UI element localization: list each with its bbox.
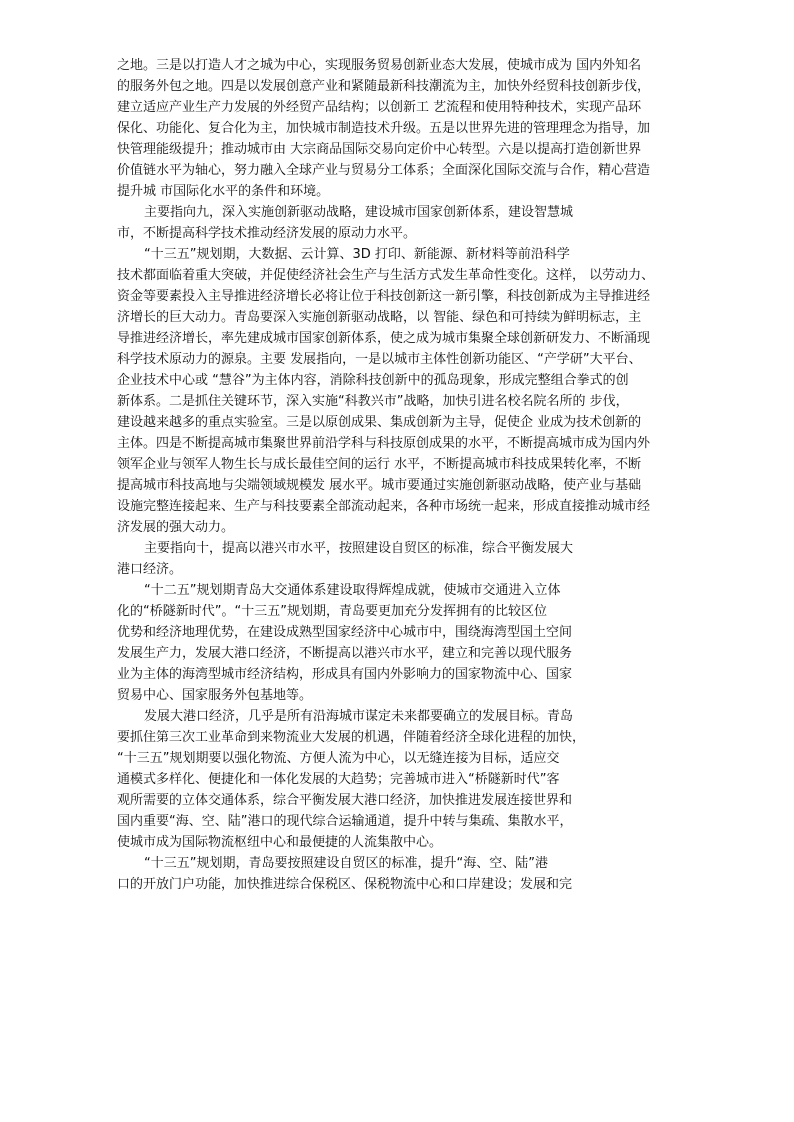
text-line: 化的“桥隧新时代”。“十三五”规划期，青岛要更加充分发挥拥有的比较区位: [117, 604, 547, 619]
text-line: 观所需要的立体交通体系，综合平衡发展大港口经济，加快推进发展连接世界和: [117, 793, 573, 808]
text-line: 贸易中心、国家服务外包基地等。: [117, 688, 313, 703]
text-line: 之地。三是以打造人才之城为中心，实现服务贸易创新业态大发展，使城市成为 国内外知名: [117, 58, 642, 73]
text-line: 国内重要“海、空、陆”港口的现代综合运输通道，提升中转与集疏、集散水平，: [117, 814, 573, 829]
text-line: 济发展的强大动力。: [117, 520, 235, 535]
text-line: “十三五”规划期要以强化物流、方便人流为中心，以无缝连接为目标，适应交: [117, 751, 560, 766]
text-line: 价值链水平为轴心，努力融入全球产业与贸易分工体系；全面深化国际交流与合作，精心营造: [117, 163, 651, 178]
heading-line: 主要指向十，提高以港兴市水平，按照建设自贸区的标准，综合平衡发展大: [144, 541, 574, 556]
text-line: 通模式多样化、便捷化和一体化发展的大趋势；完善城市进入“桥隧新时代”客: [117, 772, 560, 787]
text-line: 的服务外包之地。四是以发展创意产业和紧随最新科技潮流为主，加快外经贸科技创新步伐，: [117, 79, 651, 94]
text-line: 建设越来越多的重点实验室。三是以原创成果、集成创新为主导，促使企 业成为技术创新的: [117, 415, 642, 430]
text-line: 设施完整连接起来、生产与科技要素全部流动起来，各种市场统一起来，形成直接推动城市经: [117, 499, 651, 514]
text-line: 资金等要素投入主导推进经济增长必将让位于科技创新这一新引擎，科技创新成为主导推进经: [117, 289, 651, 304]
text-line: 主体。四是不断提高城市集聚世界前沿学科与科技原创成果的水平，不断提高城市成为国内外: [117, 436, 651, 451]
text-line: 快管理能级提升；推动城市由 大宗商品国际交易向定价中心转型。六是以提高打造创新世界: [117, 142, 642, 157]
text-line: “十三五”规划期，大数据、云计算、3D 打印、新能源、新材料等前沿科学: [144, 247, 570, 262]
text-line: 发展大港口经济，几乎是所有沿海城市谋定未来都要确立的发展目标。青岛: [144, 709, 574, 724]
text-line: 建立适应产业生产力发展的外经贸产品结构；以创新工 艺流程和使用特种技术，实现产品环: [117, 100, 642, 115]
text-line: 业为主体的海湾型城市经济结构，形成具有国内外影响力的国家物流中心、国家: [117, 667, 573, 682]
text-line: 企业技术中心或 “慧谷”为主体内容，消除科技创新中的孤岛现象，形成完整组合拳式的创: [117, 373, 629, 388]
text-line: “十二五”规划期青岛大交通体系建设取得辉煌成就，使城市交通进入立体: [144, 583, 561, 598]
text-line: 技术都面临着重大突破，并促使经济社会生产与生活方式发生革命性变化。这样， 以劳动力、: [117, 268, 655, 283]
text-line: 新体系。二是抓住关键环节，深入实施“科教兴市”战略，加快引进名校名院名所的 步伐，: [117, 394, 629, 409]
text-line: 济增长的巨大动力。青岛要深入实施创新驱动战略，以 智能、绿色和可持续为鲜明标志，主: [117, 310, 642, 325]
text-line: “十三五”规划期，青岛要按照建设自贸区的标准，提升“海、空、陆”港: [144, 856, 548, 871]
heading-line: 市，不断提高科学技术推动经济发展的原动力水平。: [117, 226, 417, 241]
text-line: 优势和经济地理优势，在建设成熟型国家经济中心城市中，围绕海湾型国土空间: [117, 625, 573, 640]
heading-line: 港口经济。: [117, 562, 183, 577]
heading-line: 主要指向九，深入实施创新驱动战略，建设城市国家创新体系，建设智慧城: [144, 205, 574, 220]
text-line: 领军企业与领军人物生长与成长最佳空间的运行 水平，不断提高城市科技成果转化率，不断: [117, 457, 642, 472]
text-line: 口的开放门户功能，加快推进综合保税区、保税物流中心和口岸建设；发展和完: [117, 877, 573, 892]
text-line: 提高城市科技高地与尖端领域规模发 展水平。城市要通过实施创新驱动战略，使产业与基础: [117, 478, 642, 493]
text-line: 科学技术原动力的源泉。主要 发展指向，一是以城市主体性创新功能区、“产学研”大平台、: [117, 352, 642, 367]
text-line: 导推进经济增长，率先建成城市国家创新体系，使之成为城市集聚全球创新研发力、不断涌现: [117, 331, 651, 346]
text-line: 要抓住第三次工业革命到来物流业大发展的机遇，伴随着经济全球化进程的加快，: [117, 730, 586, 745]
text-line: 提升城 市国际化水平的条件和环境。: [117, 184, 330, 199]
text-line: 使城市成为国际物流枢纽中心和最便捷的人流集散中心。: [117, 835, 443, 850]
text-line: 保化、功能化、复合化为主，加快城市制造技术升级。五是以世界先进的管理理念为指导，加: [117, 121, 651, 136]
text-line: 发展生产力，发展大港口经济，不断提高以港兴市水平，建立和完善以现代服务: [117, 646, 573, 661]
